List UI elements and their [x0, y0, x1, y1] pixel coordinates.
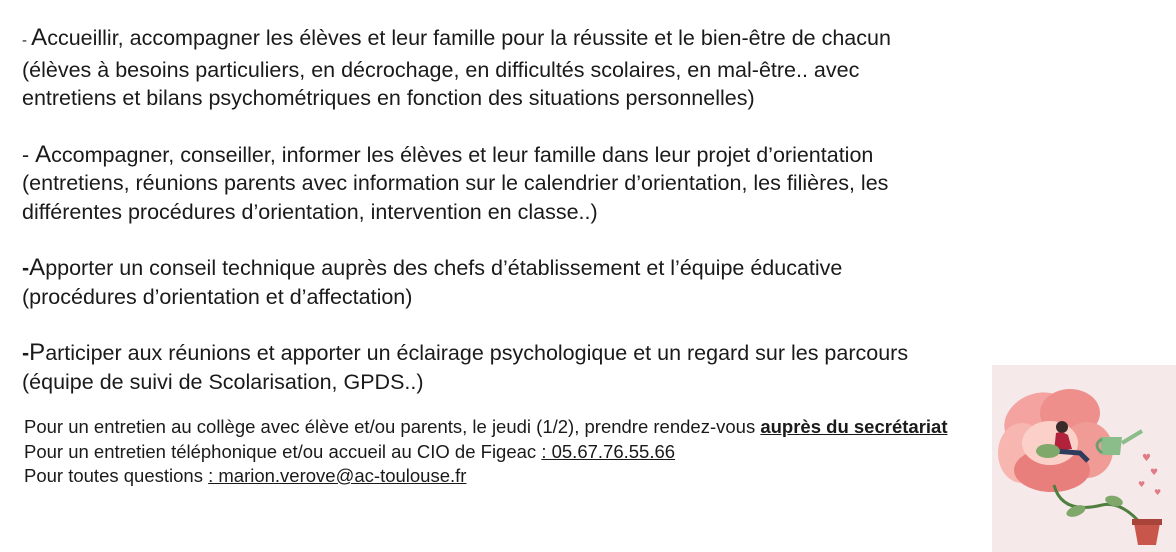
contact-text: Pour toutes questions: [24, 465, 209, 486]
contact-line-email: [24, 464, 992, 489]
person-head: [1056, 421, 1068, 433]
leaf-shape: [1036, 444, 1060, 458]
contact-line-rdv: [24, 415, 992, 440]
phone-link[interactable]: : 05.67.76.55.66: [541, 440, 676, 462]
flower-stem: [1054, 485, 1142, 525]
flower-pot: [1134, 523, 1160, 545]
mission-item-accueillir: [22, 24, 1012, 113]
bullet-initial: A: [35, 140, 52, 168]
mission-item-participer: [22, 339, 1012, 396]
watering-can-spout: [1122, 431, 1142, 443]
heart-icon: ♥: [1154, 488, 1162, 497]
bullet-text: ccompagner, conseiller, informer les élèves et leur famille dans leur projet d’orientation (entretiens, réunions parents avec information sur le calendrier d’orientation, les filières, les différentes procédures d’orientation, intervention en classe..): [22, 142, 889, 224]
bullet-dash: -: [22, 32, 32, 49]
missions-list: [22, 24, 1012, 424]
heart-icon: ♥: [1150, 468, 1159, 478]
bullet-text: ccueillir, accompagner les élèves et leur famille pour la réussite et le bien-être de chacun (élèves à besoins particuliers, en décrochage, en difficultés scolaires, en mal-être.. avec entretiens et bilans psychométriques en fonction des situations personnelles): [22, 26, 891, 110]
contact-line-phone: [24, 440, 992, 465]
bullet-initial: A: [29, 254, 46, 281]
watering-can-body: [1100, 437, 1122, 455]
flower-illustration: [992, 365, 1176, 552]
bullet-text: pporter un conseil technique auprès des chefs d’établissement et l’équipe éducative (procédures d’orientation et d’affectation): [22, 256, 843, 309]
secretariat-link[interactable]: auprès du secrétariat: [760, 416, 948, 437]
bullet-initial: P: [29, 339, 46, 366]
heart-icon: ♥: [1138, 480, 1146, 489]
bullet-dash: -: [22, 256, 30, 280]
flower-watering-image: [992, 365, 1176, 552]
mission-item-conseil-technique: [22, 254, 1012, 311]
flower-pot-rim: [1132, 519, 1162, 525]
bullet-dash: -: [22, 341, 30, 365]
mission-item-accompagner: [22, 141, 1012, 227]
bullet-initial: A: [31, 24, 48, 51]
contact-info: [24, 415, 992, 489]
contact-text: Pour un entretien au collège avec élève et/ou parents, le jeudi (1/2), prendre rendez-vous: [24, 416, 761, 437]
bullet-text: articiper aux réunions et apporter un éclairage psychologique et un regard sur les parcours (équipe de suivi de Scolarisation, GPDS..): [22, 341, 909, 394]
heart-icon: ♥: [1142, 453, 1151, 464]
email-link[interactable]: : marion.verove@ac-toulouse.fr: [208, 465, 467, 486]
bullet-dash: -: [22, 142, 36, 167]
contact-text: Pour un entretien téléphonique et/ou accueil au CIO de Figeac: [24, 440, 542, 462]
